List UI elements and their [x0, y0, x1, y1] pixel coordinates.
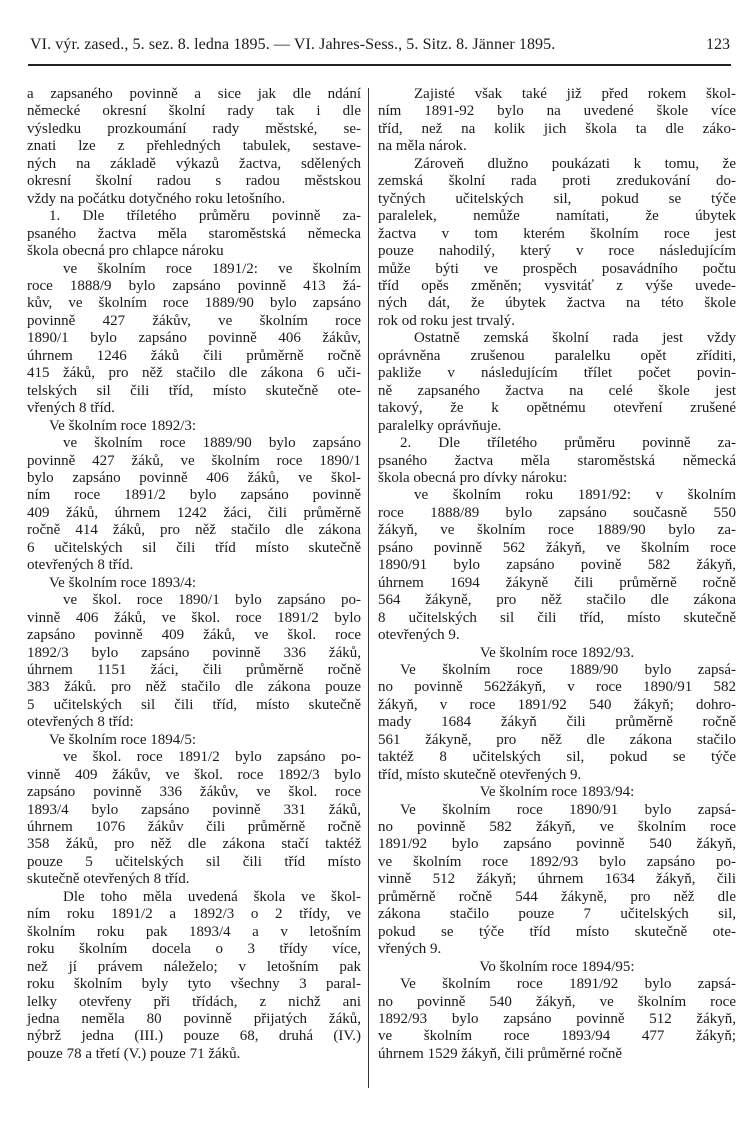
right-text-line: taktéž 8 učitelských sil, pokud se týče [378, 749, 736, 766]
right-text-line: no povinně 540 žákyň, ve školním roce [378, 993, 736, 1010]
right-text-line: vinně 512 žákyň; úhrnem 1634 žákyň, čili [378, 871, 736, 888]
right-text-line: 1891/92 bylo zapsáno povinně 540 žákyň, [378, 836, 736, 853]
left-text-line: povinně 427 žáků, ve školním roce 1890/1 [27, 452, 361, 469]
right-text-line: Vo školním roce 1894/95: [479, 958, 635, 975]
right-text-line: Ve školním roce 1892/93. [479, 644, 635, 661]
right-text-line: může býti ve prospěch posavádního počtu [378, 260, 736, 277]
right-text-line: ve školním roku 1891/92: v školním [414, 487, 736, 504]
page-number: 123 [706, 36, 730, 53]
left-text-line: Dle toho měla uvedená škola ve škol- [63, 888, 361, 905]
left-text-line: úhrnem 1151 žáci, čili průměrně ročně [27, 661, 361, 678]
right-text-line: úhrnem 1529 žákyň, čili průměrné ročně [378, 1045, 623, 1062]
left-text-line: vřených 8 tříd. [27, 400, 115, 417]
left-text-line: vinně 406 žáků, ve škol. roce 1891/2 bylo [27, 609, 361, 626]
right-text-line: žactva v tom kterém školním roce jest [378, 225, 736, 242]
left-text-line: 1893/4 bylo zapsáno povinně 331 žáků, [27, 801, 361, 818]
left-text-line: pouze 5 učitelských sil čili tříd místo [27, 853, 361, 870]
left-text-line: a zapsaného povinně a sice jak dle ndání [27, 86, 361, 102]
right-text-line: tříd, než na kolik jich škola ta dle záko- [378, 120, 736, 137]
right-text-line: průměrně ročně 544 žákyně, pro něž dle [378, 888, 736, 905]
right-text-line: Ve školním roce 1893/94: [479, 784, 635, 801]
running-header [30, 36, 730, 54]
right-text-line: 2. Dle tříletého průměru povinně za- [400, 435, 736, 452]
left-text-line: ním roku 1891/2 a 1892/3 o 2 třídy, ve [27, 906, 361, 923]
left-text-line: otevřených 8 tříd: [27, 714, 134, 731]
right-text-line: Ostatně zemská školní rada jest vždy [414, 330, 736, 347]
left-text-line: kův, ve školním roce 1889/90 bylo zapsáno [27, 295, 361, 312]
right-text-line: tříd opěs změněn; vysvitáť z výše uvede- [378, 277, 736, 294]
left-text-line: Ve školním roce 1894/5: [49, 731, 197, 748]
right-text-line: škola obecná pro dívky nároku: [378, 469, 568, 486]
right-text-line: pokud se týče tříd místo skutečně ote- [378, 923, 736, 940]
left-text-line: školním roku pak 1893/4 a v letošním [27, 923, 361, 940]
left-text-line: roku školním docela o 3 třídy více, [27, 941, 361, 958]
left-text-line: roku školním byly tyto všechny 3 paral- [27, 976, 361, 993]
right-text-line: Ve školním roce 1890/91 bylo zapsá- [400, 801, 736, 818]
left-text-line: ročně 414 žáků, pro něž stačilo dle zákona [27, 522, 361, 539]
right-text-line: 564 žákyně, pro něž stačilo dle zákona [378, 592, 736, 609]
left-text-line: ve školním roce 1889/90 bylo zapsáno [63, 435, 361, 452]
left-text-line: výsledku prozkoumání rady městské, se- [27, 120, 361, 137]
header-rule [28, 64, 731, 66]
right-text-line: zemská školní rada proti zredukování do- [378, 173, 736, 190]
left-text-line: zapsáno povinně 409 žáků, ve škol. roce [27, 627, 361, 644]
left-text-line: zapsáno povinně 336 žákův, ve škol. roce [27, 784, 361, 801]
left-text-line: 5 učitelských sil čili tříd, místo skutečně [27, 696, 361, 713]
right-text-line: žákyň, v roce 1891/92 540 žákyň; dohro- [378, 696, 736, 713]
left-text-line: nýbrž jedna (III.) pouze 68, druhá (IV.) [27, 1028, 361, 1045]
right-text-line: pakliže v následujícím třílet počet povin- [378, 365, 736, 382]
right-text-line: rok od roku jest trvalý. [378, 312, 516, 329]
left-text-line: ním roce 1891/2 bylo zapsáno povinně [27, 487, 361, 504]
left-text-line: pouze 78 a třetí (V.) pouze 71 žáků. [27, 1045, 241, 1062]
right-text-line: oprávněna zrušenou paralelku opět zříditi, [378, 347, 736, 364]
right-text-line: ve školním roce 1893/94 477 žákyň; [378, 1028, 736, 1045]
left-text-line: ve školním roce 1891/2: ve školním [63, 260, 361, 277]
left-text-line: 1892/3 bylo zapsáno povinně 336 žáků, [27, 644, 361, 661]
left-text-line: ných na základě výkazů žactva, sdělených [27, 155, 361, 172]
left-text-line: psaného žactva měla staroměstská německa [27, 225, 361, 242]
left-text-line: Ve školním roce 1893/4: [49, 574, 197, 591]
left-text-line: vždy na počátku dotyčného roku letošního. [27, 190, 286, 207]
right-text-line: no povinně 562žákyň, v roce 1890/91 582 [378, 679, 736, 696]
right-text-line: 561 žákyně, pro něž dle zákona stačilo [378, 731, 736, 748]
left-text-line: 1890/1 bylo zapsáno povinně 406 žákův, [27, 330, 361, 347]
right-text-line: paralelek, nemůže namítati, že úbytek [378, 208, 736, 225]
left-text-line: 358 žáků, pro něž dle zákona stačí taktéž [27, 836, 361, 853]
right-text-line: 1892/93 bylo zapsáno povinně 512 žákyň, [378, 1011, 736, 1028]
left-text-line: jedna neměla 80 povinně přijatých žáků, [27, 1011, 361, 1028]
header-title: VI. výr. zased., 5. sez. 8. ledna 1895. — VI. Jahres-Sess., 5. Sitz. 8. Jänner 1895. [30, 36, 556, 53]
right-text-line: Ve školním roce 1891/92 bylo zapsá- [400, 976, 736, 993]
left-text-line: 1. Dle tříletého průměru povinně za- [49, 208, 361, 225]
left-text-line: německé okresní školní rady tak i dle [27, 103, 361, 120]
left-column [27, 86, 361, 1063]
left-text-line: úhrnem 1246 žáků čili průměrně ročně [27, 347, 361, 364]
left-text-line: ve škol. roce 1890/1 bylo zapsáno po- [63, 592, 361, 609]
left-text-line: lelky otevřeny při třídách, z nichž ani [27, 993, 361, 1010]
left-text-line: znati lze z přehledných tabulek, sestave- [27, 138, 361, 155]
left-text-line: než jí právem náleželo; v letošním pak [27, 958, 361, 975]
right-text-line: vřených 9. [378, 941, 442, 958]
left-text-line: roce 1888/9 bylo zapsáno povinně 413 žá- [27, 277, 361, 294]
right-text-line: ním 1891-92 bylo na uvedené škole více [378, 103, 736, 120]
left-text-line: vinně 409 žákův, ve škol. roce 1892/3 bylo [27, 766, 361, 783]
right-text-line: Zároveň dlužno poukázati k tomu, že [414, 155, 736, 172]
right-text-line: ných dát, že úbytek žactva na této škole [378, 295, 736, 312]
left-text-line: 383 žáků. pro něž stačilo dle zákona pouze [27, 679, 361, 696]
left-text-line: okresní školní radou s radou městskou [27, 173, 361, 190]
left-text-line: telských sil čili tříd, místo skutečně ote- [27, 382, 361, 399]
right-text-line: tříd, místo skutečně otevřených 9. [378, 766, 582, 783]
left-text-line: 409 žáků, úhrnem 1242 žáci, čili průměrně [27, 504, 361, 521]
right-text-line: 8 učitelských sil čili tříd, místo skutečně [378, 609, 736, 626]
right-text-line: tyčných učitelských sil, pokud se týče [378, 190, 736, 207]
left-text-line: skutečně otevřených 8 tříd. [27, 871, 190, 888]
right-text-line: roce 1888/89 bylo zapsáno současně 550 [378, 504, 736, 521]
right-text-line: no povinně 582 žákyň, ve školním roce [378, 819, 736, 836]
right-text-line: paralelky oprávňuje. [378, 417, 502, 434]
right-text-line: ve školním roce 1892/93 bylo zapsáno po- [378, 853, 736, 870]
right-text-line: otevřených 9. [378, 627, 460, 644]
right-text-line: takový, že k opětnému otevření zrušené [378, 400, 736, 417]
right-text-line: pouze nahodilý, který v roce následujícím [378, 243, 736, 260]
right-text-line: mady 1684 žákyň čili průměrně ročně [378, 714, 736, 731]
right-text-line: Zajisté však také již před rokem škol- [414, 86, 736, 102]
left-text-line: bylo zapsáno povinně 406 žáků, ve škol- [27, 469, 361, 486]
left-text-line: úhrnem 1076 žákův čili průměrně ročně [27, 819, 361, 836]
left-text-line: ve škol. roce 1891/2 bylo zapsáno po- [63, 749, 361, 766]
right-text-line: zákona stačilo pouze 7 učitelských sil, [378, 906, 736, 923]
right-column [378, 86, 736, 1063]
right-text-line: úhrnem 1694 žákyně čili průměrně ročně [378, 574, 736, 591]
right-text-line: ně zapsaného žactva na celé škole jest [378, 382, 736, 399]
right-text-line: psaného žactva měla staroměstská německá [378, 452, 736, 469]
left-text-line: škola obecná pro chlapce nároku [27, 243, 224, 260]
left-text-line: povinně 427 žákův, ve školním roce [27, 312, 361, 329]
left-text-line: 415 žáků, pro něž stačilo dle zákona 6 uči- [27, 365, 361, 382]
left-text-line: 6 učitelských sil čili tříd místo skutečně [27, 539, 361, 556]
right-text-line: psáno povinně 562 žákyň, ve školním roce [378, 539, 736, 556]
right-text-line: žákyň, ve školním roce 1889/90 bylo za- [378, 522, 736, 539]
left-text-line: Ve školním roce 1892/3: [49, 417, 197, 434]
right-text-line: na měla nárok. [378, 138, 467, 155]
right-text-line: 1890/91 bylo zapsáno povině 582 žákyň, [378, 557, 736, 574]
right-text-line: Ve školním roce 1889/90 bylo zapsá- [400, 661, 736, 678]
left-text-line: otevřených 8 tříd. [27, 557, 134, 574]
column-divider [368, 88, 369, 1088]
